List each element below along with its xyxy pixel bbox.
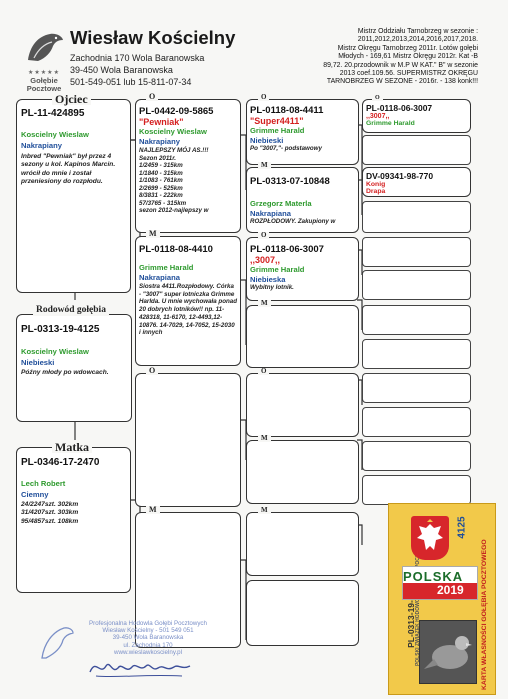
achievement-line: 2013 coef.109.56. SUPERMISTRZ OKRĘGU	[339, 70, 478, 78]
ff-name: "Pewniak"	[139, 117, 184, 127]
mother-card[interactable]	[16, 447, 131, 593]
achievement-line: Młodych - 169,61 Mistrz Okręgu 2012r. Kat -B	[338, 53, 478, 61]
fffm-owner: Konig	[366, 181, 386, 188]
ffff-card[interactable]	[362, 99, 471, 133]
pedigree-label: Rodowód gołębia	[33, 306, 109, 316]
mmf-marker: M	[258, 507, 271, 514]
ff-marker: O	[146, 93, 158, 101]
ffm-marker: M	[258, 162, 271, 169]
mfm-card[interactable]	[246, 440, 359, 504]
ffff-name: ,,3007,,	[366, 113, 390, 120]
fmf-color: Niebieska	[250, 275, 286, 284]
breeder-phone: 501-549-051 lub 15-811-07-34	[70, 77, 192, 87]
fffm-card[interactable]	[362, 167, 471, 197]
mother-owner: Lech Robert	[21, 479, 66, 488]
subject-note: Późny młody po wdowcach.	[21, 369, 109, 376]
fff-marker: O	[258, 94, 269, 101]
father-color: Nakrapiany	[21, 141, 62, 150]
pigeon-photo-icon	[420, 621, 476, 683]
ff-owner: Koscielny Wieslaw	[139, 127, 207, 136]
fm-marker: M	[146, 230, 160, 238]
fff-owner: Grimme Harald	[250, 126, 305, 135]
card-year: 2019	[437, 583, 464, 597]
fmf-ring: PL-0118-06-3007	[250, 244, 324, 255]
fm-card[interactable]	[135, 236, 241, 366]
gen4-blank-7[interactable]	[362, 407, 471, 437]
card-ring-number: 4125	[456, 516, 468, 539]
signature	[86, 652, 206, 682]
mfm-marker: M	[258, 435, 271, 442]
breeder-name: Wiesław Kościelny	[70, 27, 236, 48]
subject-card[interactable]	[16, 314, 132, 422]
mm-marker: M	[146, 506, 160, 514]
mother-note: 24/2247szt. 302km 31/4207szt. 303km 95/4857szt. 108km	[21, 501, 79, 525]
stamp-line: ul. Zachodnia 170	[123, 641, 173, 649]
mf-marker: O	[146, 367, 158, 375]
breeder-address-2: 39-450 Wola Baranowska	[70, 65, 173, 75]
eagle-emblem-icon	[411, 516, 449, 560]
fmm-card[interactable]	[246, 305, 359, 368]
fm-owner: Grimme Harald	[139, 263, 194, 272]
achievement-line: Mistrz Okręgu Tarnobrzeg 2011r. Lotów gołębi	[337, 44, 478, 52]
mother-ring: PL-0346-17-2470	[21, 457, 100, 468]
fm-ring: PL-0118-08-4410	[139, 244, 213, 255]
gen4-blank-5[interactable]	[362, 339, 471, 369]
mmf-card[interactable]	[246, 512, 359, 576]
stamp-line: www.wieslawkoscielny.pl	[114, 648, 182, 656]
ownership-card	[388, 503, 496, 695]
stamp-line: Profesjonalna Hodowla Gołębi Pocztowych	[89, 620, 207, 627]
mmm-card[interactable]	[246, 580, 359, 646]
gen4-blank-3[interactable]	[362, 270, 471, 300]
father-owner: Koscielny Wieslaw	[21, 130, 89, 139]
fmf-owner: Grimme Harald	[250, 265, 305, 274]
achievement-line: 89,72. 20.przodownik w M.P W KAT." B" w sezonie	[323, 61, 478, 69]
ffff-blank[interactable]	[362, 135, 471, 165]
card-title: KARTA WŁASNOŚCI GOŁĘBIA POCZTOWEGO	[481, 539, 488, 690]
fmf-name: ,,3007,,	[250, 255, 281, 265]
fmf-card[interactable]	[246, 237, 359, 301]
fff-ring: PL-0118-08-4411	[250, 105, 324, 116]
ff-ring: PL-0442-09-5865	[139, 106, 214, 117]
fmf-marker: O	[258, 232, 269, 239]
logo-text: Gołębie Pocztowe	[26, 76, 62, 93]
ffff-ring: PL-0118-06-3007	[366, 103, 433, 113]
fm-color: Nakrapiana	[139, 273, 180, 282]
achievement-line: TARNOBRZEG W SEZONE - 2016r. - 138 konk!!!	[326, 78, 478, 86]
subject-color: Niebieski	[21, 358, 55, 367]
gen4-blank-6[interactable]	[362, 373, 471, 403]
ffm-owner: Grzegorz Materla	[250, 199, 312, 208]
card-pigeon-photo	[419, 620, 477, 684]
fmf-note: Wybitny lotnik.	[250, 284, 294, 291]
logo-stars: ★★★★★	[28, 70, 60, 76]
mother-color: Ciemny	[21, 490, 49, 499]
ffff-marker: O	[372, 95, 383, 101]
stamp-line: Wiesław Kościelny - 501 549 051	[102, 627, 194, 635]
ffm-color: Nakrapiana	[250, 209, 291, 218]
father-note: Inbred "Pewniak" był przez 4 sezony u kol. Kapinos Marcin. wrócił do mnie i został przeniesiony do rozpłodu.	[21, 153, 116, 185]
fmm-marker: M	[258, 300, 271, 307]
breeder-address-1: Zachodnia 170 Wola Baranowska	[70, 53, 205, 63]
mother-label: Matka	[52, 441, 92, 453]
card-eagle	[411, 516, 449, 560]
stamp-line: 39-450 Wola Baranowska	[112, 634, 184, 642]
gen4-blank-1[interactable]	[362, 201, 471, 233]
fffm-color: Drapa	[366, 188, 386, 195]
father-ring: PL-11-424895	[21, 108, 85, 119]
gen4-blank-9[interactable]	[362, 475, 471, 505]
gen4-blank-4[interactable]	[362, 305, 471, 335]
ffm-ring: PL-0313-07-10848	[250, 176, 330, 187]
ff-note: NAJLEPSZY MÓJ AS.!!! Sezon 2011r. 1/2459 - 315km 1/1840 - 315km 1/1083 - 761km 2/2699 - 525km 8/3831 - 222km 57/3765 - 315km sezon 2012-najlepszy w	[139, 147, 209, 214]
ffff-owner: Grimme Harald	[366, 120, 415, 127]
fff-name: "Super4411"	[250, 116, 304, 126]
gen4-blank-2[interactable]	[362, 237, 471, 267]
father-label: Ojciec	[52, 93, 91, 105]
ff-card[interactable]	[135, 99, 241, 233]
mff-card[interactable]	[246, 373, 359, 437]
card-country: POLSKA	[403, 569, 464, 584]
mff-marker: O	[258, 368, 269, 375]
gen4-blank-8[interactable]	[362, 441, 471, 471]
mf-card[interactable]	[135, 373, 241, 507]
fff-card[interactable]	[246, 99, 359, 165]
achievement-line: 2011,2012,2013,2014,2016,2017,2018.	[357, 36, 478, 44]
fm-note: Siostra 4411.Rozpłodowy. Córka - "3007" super lotniczka Grimme Harlda. U mnie wychowała ponad 20 dobrych lotników!! np. 11-428318, 11-6170, 12-4493,12-10876. 14-7029, 14-7052, 15-2030 i innych	[139, 283, 237, 337]
ffm-note: ROZPŁODOWY. Zakupiony w	[250, 218, 336, 225]
stamp-pigeon-icon	[36, 618, 76, 666]
fff-color: Niebieski	[250, 136, 284, 145]
father-card[interactable]	[16, 99, 131, 293]
achievement-line: Mistrz Oddziału Tarnobrzeg w sezonie :	[357, 28, 478, 35]
card-ring-prefix: PL-0313-19-	[405, 600, 416, 648]
fff-note: Po "3007,"- podstawowy	[250, 145, 322, 152]
subject-ring: PL-0313-19-4125	[21, 324, 100, 335]
subject-owner: Koscielny Wieslaw	[21, 347, 89, 356]
ffm-card[interactable]	[246, 167, 359, 233]
fffm-ring: DV-09341-98-770	[366, 171, 434, 181]
ff-color: Nakrapiany	[139, 137, 180, 146]
